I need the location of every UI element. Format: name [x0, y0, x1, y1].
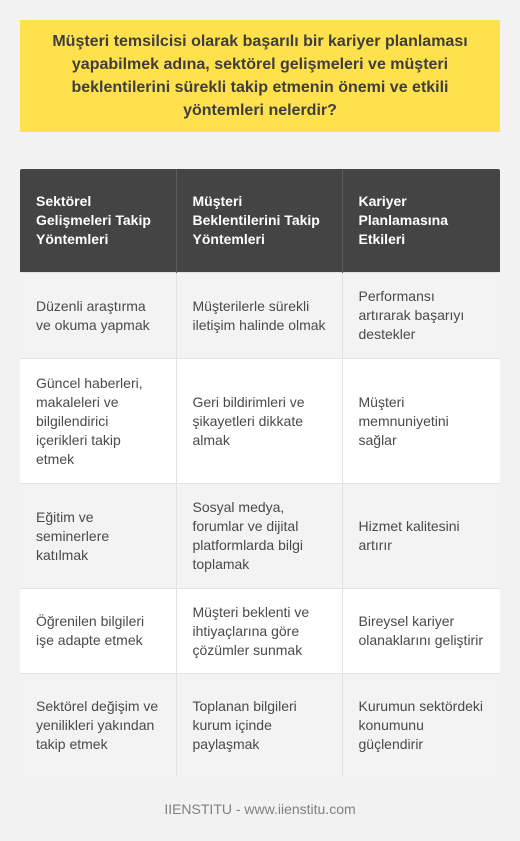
table-row	[20, 359, 500, 484]
table-cell: Müşterilerle sürekli iletişim halinde olmak	[176, 273, 342, 359]
comparison-table-container	[20, 169, 500, 777]
table-row	[20, 484, 500, 589]
table-cell: Müşteri beklenti ve ihtiyaçlarına göre çözümler sunmak	[176, 589, 342, 674]
column-header-sector-methods: Sektörel Gelişmeleri Takip Yöntemleri	[20, 169, 176, 273]
table-header-row	[20, 169, 500, 273]
table-body	[20, 273, 500, 778]
table-row	[20, 273, 500, 359]
title-banner	[20, 20, 500, 132]
table-cell: Geri bildirimleri ve şikayetleri dikkate almak	[176, 359, 342, 484]
footer-credit: IIENSTITU - www.iienstitu.com	[164, 801, 356, 817]
table-cell: Düzenli araştırma ve okuma yapmak	[20, 273, 176, 359]
table-cell: Toplanan bilgileri kurum içinde paylaşmak	[176, 674, 342, 778]
table-cell: Hizmet kalitesini artırır	[342, 484, 500, 589]
column-header-career-effects: Kariyer Planlamasına Etkileri	[342, 169, 500, 273]
table-cell: Eğitim ve seminerlere katılmak	[20, 484, 176, 589]
table-row	[20, 589, 500, 674]
table-cell: Bireysel kariyer olanaklarını geliştirir	[342, 589, 500, 674]
table-cell: Performansı artırarak başarıyı destekler	[342, 273, 500, 359]
table-row	[20, 674, 500, 778]
column-header-customer-methods: Müşteri Beklentilerini Takip Yöntemleri	[176, 169, 342, 273]
table-cell: Müşteri memnuniyetini sağlar	[342, 359, 500, 484]
table-cell: Sektörel değişim ve yenilikleri yakından takip etmek	[20, 674, 176, 778]
table-header	[20, 169, 500, 273]
table-cell: Kurumun sektördeki konumunu güçlendirir	[342, 674, 500, 778]
table-cell: Sosyal medya, forumlar ve dijital platformlarda bilgi toplamak	[176, 484, 342, 589]
table-cell: Öğrenilen bilgileri işe adapte etmek	[20, 589, 176, 674]
comparison-table	[20, 169, 500, 777]
table-cell: Güncel haberleri, makaleleri ve bilgilendirici içerikleri takip etmek	[20, 359, 176, 484]
page-title: Müşteri temsilcisi olarak başarılı bir kariyer planlaması yapabilmek adına, sektörel gelişmeleri ve müşteri beklentilerini sürekli takip etmenin önemi ve etkili yöntemleri nelerdir?	[52, 33, 468, 119]
